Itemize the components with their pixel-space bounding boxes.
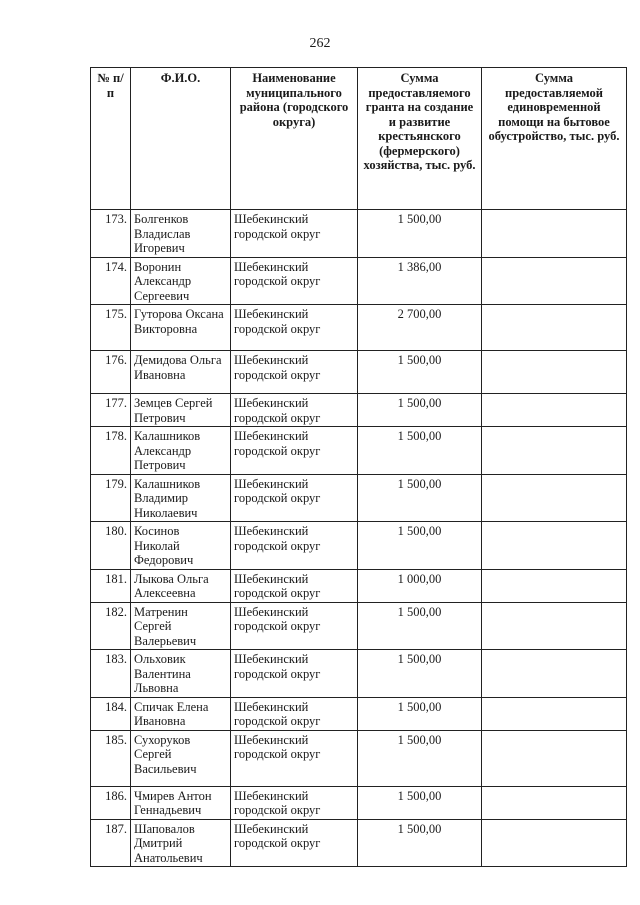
aid-amount (482, 427, 627, 475)
person-name: Болгенков Владислав Игоревич (131, 210, 231, 258)
person-name: Сухоруков Сергей Васильевич (131, 730, 231, 786)
aid-amount (482, 257, 627, 305)
person-name: Косинов Николай Федорович (131, 522, 231, 570)
row-number: 182. (91, 602, 131, 650)
row-number: 178. (91, 427, 131, 475)
district-name: Шебекинский городской округ (231, 257, 358, 305)
person-name: Воронин Александр Сергеевич (131, 257, 231, 305)
aid-amount (482, 819, 627, 867)
grants-table (90, 67, 627, 867)
district-name: Шебекинский городской округ (231, 730, 358, 786)
aid-amount (482, 474, 627, 522)
row-number: 177. (91, 394, 131, 427)
grant-amount: 1 386,00 (358, 257, 482, 305)
grant-amount: 1 500,00 (358, 210, 482, 258)
district-name: Шебекинский городской округ (231, 697, 358, 730)
table-row (91, 786, 627, 819)
aid-amount (482, 210, 627, 258)
district-name: Шебекинский городской округ (231, 210, 358, 258)
table-row (91, 474, 627, 522)
row-number: 179. (91, 474, 131, 522)
table-header (91, 68, 627, 210)
aid-amount (482, 786, 627, 819)
row-number: 175. (91, 305, 131, 351)
row-number: 185. (91, 730, 131, 786)
grant-amount: 1 500,00 (358, 351, 482, 394)
aid-amount (482, 351, 627, 394)
table-row (91, 697, 627, 730)
grant-amount: 1 500,00 (358, 730, 482, 786)
row-number: 183. (91, 650, 131, 698)
row-number: 180. (91, 522, 131, 570)
table-row (91, 602, 627, 650)
table-row (91, 650, 627, 698)
person-name: Калашников Александр Петрович (131, 427, 231, 475)
district-name: Шебекинский городской округ (231, 427, 358, 475)
grant-amount: 2 700,00 (358, 305, 482, 351)
aid-amount (482, 697, 627, 730)
table-row (91, 351, 627, 394)
person-name: Калашников Владимир Николаевич (131, 474, 231, 522)
district-name: Шебекинский городской округ (231, 305, 358, 351)
person-name: Шаповалов Дмитрий Анатольевич (131, 819, 231, 867)
district-name: Шебекинский городской округ (231, 602, 358, 650)
grant-amount: 1 500,00 (358, 602, 482, 650)
district-name: Шебекинский городской округ (231, 474, 358, 522)
grant-amount: 1 500,00 (358, 650, 482, 698)
aid-amount (482, 522, 627, 570)
district-name: Шебекинский городской округ (231, 351, 358, 394)
person-name: Ольховик Валентина Львовна (131, 650, 231, 698)
table-row (91, 522, 627, 570)
person-name: Спичак Елена Ивановна (131, 697, 231, 730)
district-name: Шебекинский городской округ (231, 522, 358, 570)
row-number: 186. (91, 786, 131, 819)
aid-amount (482, 602, 627, 650)
header-aid: Сумма предоставляемой единовременной помощи на бытовое обустройство, тыс. руб. (482, 68, 627, 210)
district-name: Шебекинский городской округ (231, 819, 358, 867)
aid-amount (482, 730, 627, 786)
table-row (91, 210, 627, 258)
header-name: Ф.И.О. (131, 68, 231, 210)
table-row (91, 819, 627, 867)
person-name: Демидова Ольга Ивановна (131, 351, 231, 394)
row-number: 187. (91, 819, 131, 867)
table-row (91, 394, 627, 427)
grant-amount: 1 500,00 (358, 819, 482, 867)
person-name: Чмирев Антон Геннадьевич (131, 786, 231, 819)
header-grant: Сумма предоставляемого гранта на создание и развитие крестьянского (фермерского) хозяйства, тыс. руб. (358, 68, 482, 210)
aid-amount (482, 650, 627, 698)
grant-amount: 1 500,00 (358, 697, 482, 730)
person-name: Лыкова Ольга Алексеевна (131, 569, 231, 602)
aid-amount (482, 305, 627, 351)
person-name: Матренин Сергей Валерьевич (131, 602, 231, 650)
header-row (91, 68, 627, 210)
row-number: 176. (91, 351, 131, 394)
header-num: № п/п (91, 68, 131, 210)
grant-amount: 1 000,00 (358, 569, 482, 602)
table-row (91, 730, 627, 786)
district-name: Шебекинский городской округ (231, 394, 358, 427)
district-name: Шебекинский городской округ (231, 786, 358, 819)
row-number: 174. (91, 257, 131, 305)
row-number: 173. (91, 210, 131, 258)
aid-amount (482, 569, 627, 602)
page-number: 262 (309, 36, 331, 51)
grant-amount: 1 500,00 (358, 427, 482, 475)
table-row (91, 305, 627, 351)
person-name: Гуторова Оксана Викторовна (131, 305, 231, 351)
grant-amount: 1 500,00 (358, 522, 482, 570)
table-body (91, 210, 627, 867)
district-name: Шебекинский городской округ (231, 650, 358, 698)
grant-amount: 1 500,00 (358, 474, 482, 522)
table-row (91, 569, 627, 602)
aid-amount (482, 394, 627, 427)
row-number: 184. (91, 697, 131, 730)
table-row (91, 427, 627, 475)
row-number: 181. (91, 569, 131, 602)
district-name: Шебекинский городской округ (231, 569, 358, 602)
person-name: Земцев Сергей Петрович (131, 394, 231, 427)
grant-amount: 1 500,00 (358, 394, 482, 427)
grant-amount: 1 500,00 (358, 786, 482, 819)
header-district: Наименование муниципального района (городского округа) (231, 68, 358, 210)
table-row (91, 257, 627, 305)
